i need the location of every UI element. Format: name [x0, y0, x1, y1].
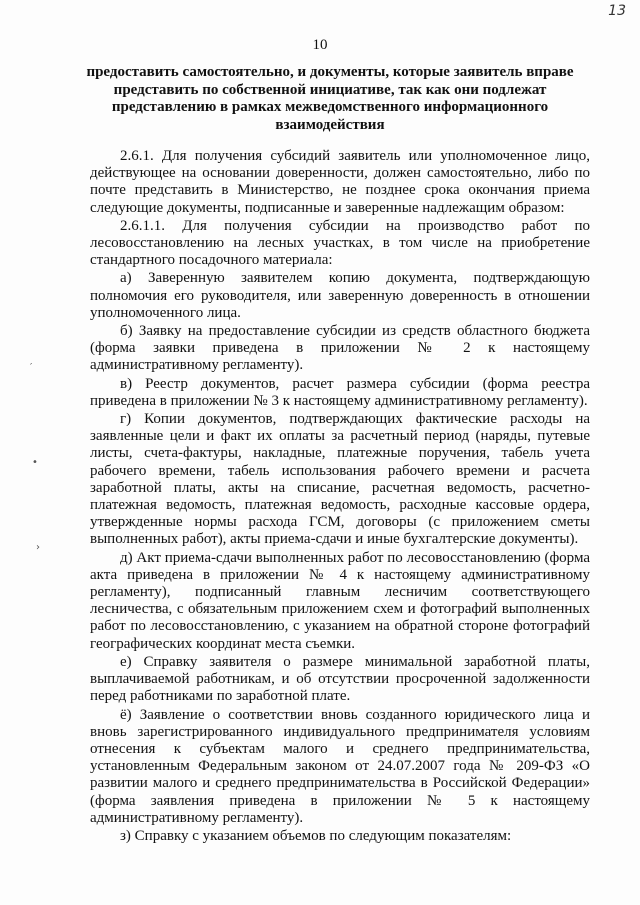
paragraph-d: д) Акт приема-сдачи выполненных работ по лесовосстановлению (форма акта приведена в приложении № 4 к настоящему административному регламенту), подписанный главным лесничим соответствующего лесничества, с обязательным приложением схем и фотографий выполненных работ по лесовосстановлению, с указанием на обратной стороне фотографий географических координат места съемки. — [90, 549, 590, 652]
paragraph-a: а) Заверенную заявителем копию документа, подтверждающую полномочия его руководителя, или заверенную доверенность в отношении уполномоченного лица. — [90, 270, 590, 321]
margin-dot-mark: • — [32, 457, 38, 468]
paragraph-2-6-1: 2.6.1. Для получения субсидий заявитель или уполномоченное лицо, действующее на основании доверенности, должен самостоятельно, либо по почте представить в Министерство, не позднее срока окончания приема следующие документы, подписанные и заверенные надлежащим образом: — [90, 148, 590, 216]
paragraph-2-6-1-1: 2.6.1.1. Для получения субсидии на производство работ по лесовосстановлению на лесных участках, в том числе на приобретение стандартного посадочного материала: — [90, 217, 590, 269]
section-heading: предоставить самостоятельно, и документы, которые заявитель вправе представить по собственной инициативе, так как они подлежат представлению в рамках межведомственного информационного взаимодействия — [86, 64, 574, 133]
paragraph-e: е) Справку заявителя о размере минимальной заработной платы, выплачиваемой работникам, и об отсутствии просроченной задолженности перед работниками по заработной плате. — [90, 653, 590, 705]
page-number: 10 — [312, 37, 328, 53]
paragraph-yo: ё) Заявление о соответствии вновь созданного юридического лица и вновь зарегистрированного индивидуального предпринимателя условиям отнесения к субъектам малого и среднего предпринимательства, установленным Федеральным законом от 24.07.2007 года № 209-ФЗ «О развитии малого и среднего предпринимательства в Российской Федерации» (форма заявления приведена в приложении № 5 к настоящему административному регламенту). — [90, 706, 590, 826]
document-body — [90, 148, 590, 845]
paragraph-g: г) Копии документов, подтверждающих фактические расходы на заявленные цели и факт их оплаты за расчетный период (наряды, путевые листы, счета-фактуры, накладные, платежные поручения, табель учета рабочего времени, табель использования рабочего времени и расчета заработной платы, акты на списание, расчетная ведомость, расчетно-платежная ведомость, платежная ведомость, расходные кассовые ордера, утвержденные нормы расхода ГСМ, договоры (с приложением сметы выполненных работ), акты приема-сдачи и иные бухгалтерские документы). — [90, 411, 590, 548]
margin-tick-mark: ′ — [30, 362, 33, 373]
paragraph-v: в) Реестр документов, расчет размера субсидии (форма реестра приведена в приложении № 3 к настоящему административному регламенту). — [90, 375, 590, 409]
paragraph-z: з) Справку с указанием объемов по следующим показателям: — [120, 827, 512, 844]
margin-arrow-mark: › — [36, 542, 40, 553]
paragraph-b: б) Заявку на предоставление субсидии из средств областного бюджета (форма заявки приведена в приложении № 2 к настоящему административному регламенту). — [90, 323, 590, 374]
handwritten-page-mark: 13 — [608, 3, 626, 19]
